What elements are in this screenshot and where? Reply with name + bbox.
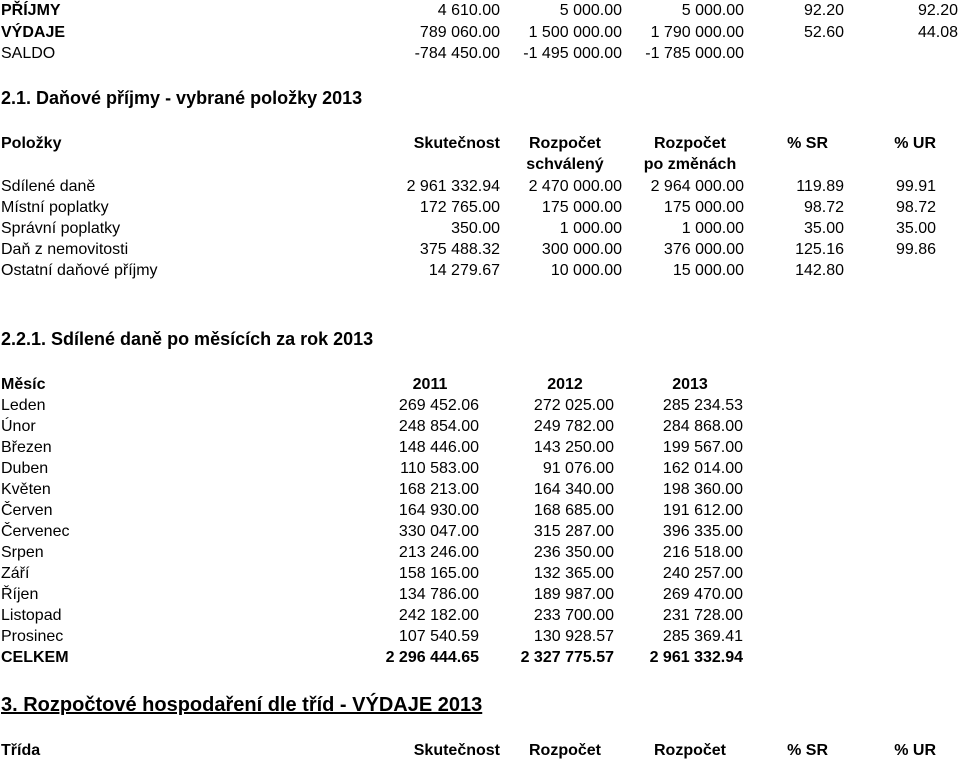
month-cell: 168 213.00 <box>398 481 479 498</box>
tax-cell: 350.00 <box>451 220 500 237</box>
summary-cell: 92.20 <box>917 2 958 19</box>
header-2011: 2011 <box>412 376 448 393</box>
month-label: Květen <box>1 481 51 498</box>
month-cell: 249 782.00 <box>533 418 614 435</box>
header-budget: Rozpočet <box>529 742 601 759</box>
tax-cell: 98.72 <box>895 199 936 216</box>
tax-cell: 35.00 <box>895 220 936 237</box>
tax-row-label: Ostatní daňové příjmy <box>1 262 158 279</box>
header-ur: % UR <box>894 742 936 759</box>
month-cell: 164 340.00 <box>533 481 614 498</box>
month-cell: 107 540.59 <box>398 628 479 645</box>
tax-cell: 2 961 332.94 <box>406 178 500 195</box>
tax-cell: 175 000.00 <box>541 199 622 216</box>
month-cell: 162 014.00 <box>662 460 743 477</box>
header-actual: Skutečnost <box>413 135 500 152</box>
month-cell: 396 335.00 <box>662 523 743 540</box>
month-cell: 233 700.00 <box>533 607 614 624</box>
tax-cell: 375 488.32 <box>419 241 500 258</box>
tax-cell: 175 000.00 <box>663 199 744 216</box>
month-cell: 110 583.00 <box>400 460 479 477</box>
summary-cell: 52.60 <box>803 24 844 41</box>
tax-cell: 98.72 <box>803 199 844 216</box>
tax-row-label: Místní poplatky <box>1 199 109 216</box>
header-budget-approved: Rozpočet <box>529 135 601 152</box>
month-label: Leden <box>1 397 46 414</box>
header-budget-changed: Rozpočet <box>654 135 726 152</box>
month-cell: 216 518.00 <box>662 544 743 561</box>
month-label: Srpen <box>1 544 44 561</box>
summary-cell: 5 000.00 <box>559 2 622 19</box>
month-cell: 213 246.00 <box>398 544 479 561</box>
month-label: Duben <box>1 460 49 477</box>
summary-cell: -1 785 000.00 <box>645 45 744 62</box>
month-label: Listopad <box>1 607 62 624</box>
month-cell: 269 452.06 <box>398 397 479 414</box>
month-cell: 285 234.53 <box>662 397 743 414</box>
month-cell: 248 854.00 <box>398 418 479 435</box>
month-cell: 130 928.57 <box>533 628 614 645</box>
summary-cell: 4 610.00 <box>437 2 500 19</box>
tax-cell: 1 000.00 <box>559 220 622 237</box>
month-label: Říjen <box>1 586 39 603</box>
header-month: Měsíc <box>1 376 46 393</box>
month-cell: 158 165.00 <box>398 565 479 582</box>
tax-cell: 14 279.67 <box>428 262 500 279</box>
tax-cell: 99.91 <box>895 178 936 195</box>
month-label: Prosinec <box>1 628 64 645</box>
total-cell: 2 296 444.65 <box>385 649 479 666</box>
tax-cell: 119.89 <box>796 178 844 195</box>
month-cell: 285 369.41 <box>662 628 743 645</box>
tax-cell: 300 000.00 <box>541 241 622 258</box>
total-label: CELKEM <box>1 649 69 666</box>
month-cell: 164 930.00 <box>398 502 479 519</box>
tax-cell: 125.16 <box>795 241 844 258</box>
section-title-3: 3. Rozpočtové hospodaření dle tříd - VÝDAJE 2013 <box>1 694 483 716</box>
month-cell: 269 470.00 <box>662 586 743 603</box>
header-ur: % UR <box>894 135 936 152</box>
month-cell: 284 868.00 <box>662 418 743 435</box>
section-title-2-2-1: 2.2.1. Sdílené daně po měsících za rok 2013 <box>1 329 374 349</box>
header-items: Položky <box>1 135 62 152</box>
header-sr: % SR <box>787 742 828 759</box>
month-cell: 240 257.00 <box>662 565 743 582</box>
tax-cell: 142.80 <box>795 262 844 279</box>
month-cell: 143 250.00 <box>533 439 614 456</box>
tax-cell: 10 000.00 <box>550 262 622 279</box>
month-cell: 191 612.00 <box>662 502 743 519</box>
header-budget-approved-sub: schválený <box>526 156 604 173</box>
month-cell: 236 350.00 <box>533 544 614 561</box>
tax-cell: 15 000.00 <box>672 262 744 279</box>
month-cell: 330 047.00 <box>398 523 479 540</box>
month-cell: 231 728.00 <box>662 607 743 624</box>
tax-cell: 99.86 <box>895 241 936 258</box>
header-class: Třída <box>1 742 41 759</box>
header-actual: Skutečnost <box>413 742 500 759</box>
summary-cell: 1 500 000.00 <box>528 24 622 41</box>
section-title-2-1: 2.1. Daňové příjmy - vybrané položky 2013 <box>1 88 363 108</box>
month-cell: 198 360.00 <box>662 481 743 498</box>
tax-cell: 2 470 000.00 <box>528 178 622 195</box>
tax-row-label: Správní poplatky <box>1 220 121 237</box>
header-budget-changed: Rozpočet <box>654 742 726 759</box>
summary-cell: -784 450.00 <box>414 45 500 62</box>
total-cell: 2 327 775.57 <box>520 649 614 666</box>
month-cell: 168 685.00 <box>533 502 614 519</box>
month-cell: 91 076.00 <box>542 460 614 477</box>
month-cell: 132 365.00 <box>533 565 614 582</box>
summary-label-vydaje: VÝDAJE <box>1 24 66 41</box>
month-cell: 315 287.00 <box>533 523 614 540</box>
month-cell: 242 182.00 <box>398 607 479 624</box>
month-label: Září <box>1 565 30 582</box>
summary-cell: 5 000.00 <box>681 2 744 19</box>
tax-cell: 172 765.00 <box>419 199 500 216</box>
month-cell: 199 567.00 <box>662 439 743 456</box>
month-label: Únor <box>1 418 36 435</box>
summary-label-saldo: SALDO <box>1 45 56 62</box>
header-2012: 2012 <box>547 376 583 393</box>
summary-cell: 92.20 <box>803 2 844 19</box>
summary-cell: 44.08 <box>917 24 958 41</box>
summary-label-prijmy: PŘÍJMY <box>1 2 61 19</box>
header-2013: 2013 <box>672 376 708 393</box>
month-cell: 148 446.00 <box>398 439 479 456</box>
summary-cell: -1 495 000.00 <box>523 45 622 62</box>
tax-cell: 376 000.00 <box>663 241 744 258</box>
month-label: Březen <box>1 439 52 456</box>
tax-cell: 35.00 <box>803 220 844 237</box>
month-cell: 134 786.00 <box>398 586 479 603</box>
summary-cell: 789 060.00 <box>419 24 500 41</box>
tax-cell: 1 000.00 <box>681 220 744 237</box>
summary-cell: 1 790 000.00 <box>650 24 744 41</box>
tax-row-label: Sdílené daně <box>1 178 96 195</box>
month-cell: 189 987.00 <box>533 586 614 603</box>
month-cell: 272 025.00 <box>533 397 614 414</box>
header-budget-changed-sub: po změnách <box>643 156 737 173</box>
month-label: Červen <box>1 502 53 519</box>
month-label: Červenec <box>1 523 70 540</box>
tax-cell: 2 964 000.00 <box>650 178 744 195</box>
total-cell: 2 961 332.94 <box>649 649 743 666</box>
header-sr: % SR <box>787 135 828 152</box>
tax-row-label: Daň z nemovitosti <box>1 241 129 258</box>
